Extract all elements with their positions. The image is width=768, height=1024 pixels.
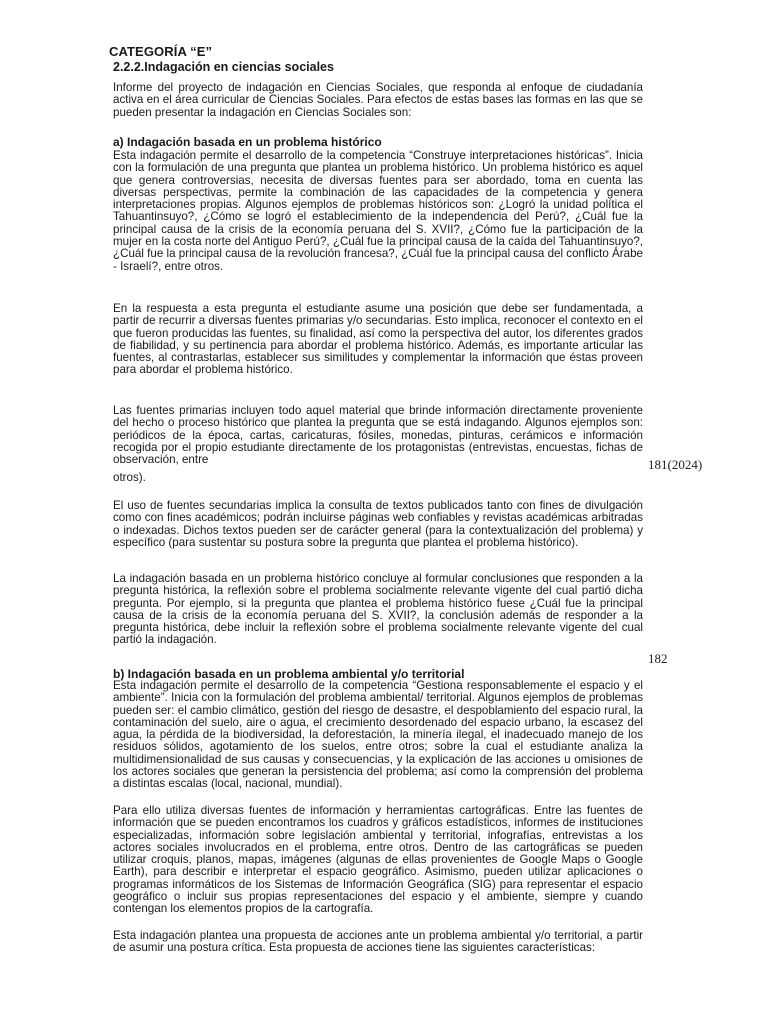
section-b-paragraph-3: Esta indagación plantea una propuesta de acciones ante un problema ambiental y/o territorial, a partir de asumir una postura crítica. Esta propuesta de acciones tiene las siguientes características: xyxy=(113,929,643,955)
intro-paragraph: Informe del proyecto de indagación en Ciencias Sociales, que responda al enfoque de ciudadanía activa en el área curricular de Ciencias Sociales. Para efectos de estas bases las formas en las que se pueden presentar la indagación en Ciencias Sociales son: xyxy=(113,81,643,119)
side-note-181: 181(2024) xyxy=(648,457,703,472)
section-a-paragraph-3-end: otros). xyxy=(113,471,146,484)
section-title: 2.2.2.Indagación en ciencias sociales xyxy=(113,60,334,74)
section-a-paragraph-5: La indagación basada en un problema histórico concluye al formular conclusiones que responden a la pregunta histórica, la reflexión sobre el problema socialmente relevante vigente del cual partió dicha pregunta. Por ejemplo, si la pregunta que plantea el problema histórico fuese ¿Cuál fue la principal causa de la crisis de la economía peruana del S. XVII?, la conclusión además de responder a la pregunta histórica, debe incluir la reflexión sobre el problema socialmente relevante vigente del cual partió la indagación. xyxy=(113,572,643,647)
category-label: CATEGORÍA “E” xyxy=(109,44,213,59)
section-a-paragraph-2: En la respuesta a esta pregunta el estudiante asume una posición que debe ser fundamentada, a partir de recurrir a diversas fuentes primarias y/o secundarias. Esto implica, reconocer el contexto en el que fueron producidas las fuentes, su finalidad, así como la perspectiva del autor, los diferentes grados de fiabilidad, y su pertinencia para abordar el problema histórico. Además, es importante articular las fuentes, al contrastarlas, establecer sus similitudes y complementar la información que éstas proveen para abordar el problema histórico. xyxy=(113,302,643,377)
side-note-182: 182 xyxy=(648,651,668,666)
section-a-paragraph-1: Esta indagación permite el desarrollo de la competencia “Construye interpretaciones históricas”. Inicia con la formulación de una pregunta que plantea un problema histórico. Un problema histórico es aquel que genera controversias, necesita de diversas fuentes para ser abordado, toma en cuenta las diversas perspectivas, permite la combinación de las capacidades de la competencia y genera interpretaciones propias. Algunos ejemplos de problemas históricos son: ¿Logró la unidad política el Tahuantinsuyo?, ¿Cómo se logró el establecimiento de la independencia del Perú?, ¿Cuál fue la principal causa de la crisis de la economía peruana del S. XVII?, ¿Cómo fue la participación de la mujer en la costa norte del Antiguo Perú?, ¿Cuál fue la principal causa de la caída del Tahuantinsuyo?, ¿Cuál fue la principal causa de la revolución francesa?, ¿Cuál fue la principal causa del conflicto Árabe - Israelí?, entre otros. xyxy=(113,149,643,273)
section-a-paragraph-3: Las fuentes primarias incluyen todo aquel material que brinde información directamente proveniente del hecho o proceso histórico que plantea la pregunta que se está indagando. Algunos ejemplos son: periódicos de la época, cartas, caricaturas, fósiles, monedas, pinturas, cerámicos e información recogida por el propio estudiante directamente de los protagonistas (entrevistas, encuestas, fichas de observación, entre xyxy=(113,404,643,467)
section-b-paragraph-2: Para ello utiliza diversas fuentes de información y herramientas cartográficas. Entre las fuentes de información que se pueden encontramos los cuadros y gráficos estadísticos, informes de instituciones especializadas, información sobre legislación ambiental y territorial, infografías, entrevistas a los actores sociales involucrados en el problema, entre otros. Dentro de las cartográficas se pueden utilizar croquis, planos, mapas, imágenes (algunas de ellas provenientes de Google Maps o Google Earth), para describir e interpretar el espacio geográfico. Asimismo, pueden utilizar aplicaciones o programas informáticos de los Sistemas de Información Geográfica (SIG) para representar el espacio geográfico o incluir sus propias representaciones del espacio y el ambiente, siempre y cuando contengan los elementos propios de la cartografía. xyxy=(113,804,643,916)
section-b-heading: b) Indagación basada en un problema ambiental y/o territorial xyxy=(113,667,465,681)
section-a-paragraph-4: El uso de fuentes secundarias implica la consulta de textos publicados tanto con fines de divulgación como con fines académicos; podrán incluirse páginas web confiables y revistas académicas arbitradas o indexadas. Dichos textos pueden ser de carácter general (para la contextualización del problema) y específico (para sustentar su postura sobre la pregunta que plantea el problema histórico). xyxy=(113,499,643,549)
section-a-heading: a) Indagación basada en un problema histórico xyxy=(113,135,382,149)
section-b-paragraph-1: Esta indagación permite el desarrollo de la competencia “Gestiona responsablemente el espacio y el ambiente”. Inicia con la formulación del problema ambiental/ territorial. Algunos ejemplos de problemas pueden ser: el cambio climático, gestión del riesgo de desastre, el despoblamiento del espacio rural, la contaminación del suelo, aire o agua, el crecimiento desordenado del espacio urbano, la escasez del agua, la pérdida de la biodiversidad, la deforestación, la minería ilegal, el inadecuado manejo de los residuos sólidos, agotamiento de los suelos, entre otros; sobre la cual el estudiante analiza la multidimensionalidad de sus causas y consecuencias, y la explicación de las acciones u omisiones de los actores sociales que generan la persistencia del problema; así como la comprensión del problema a distintas escalas (local, nacional, mundial). xyxy=(113,679,643,791)
